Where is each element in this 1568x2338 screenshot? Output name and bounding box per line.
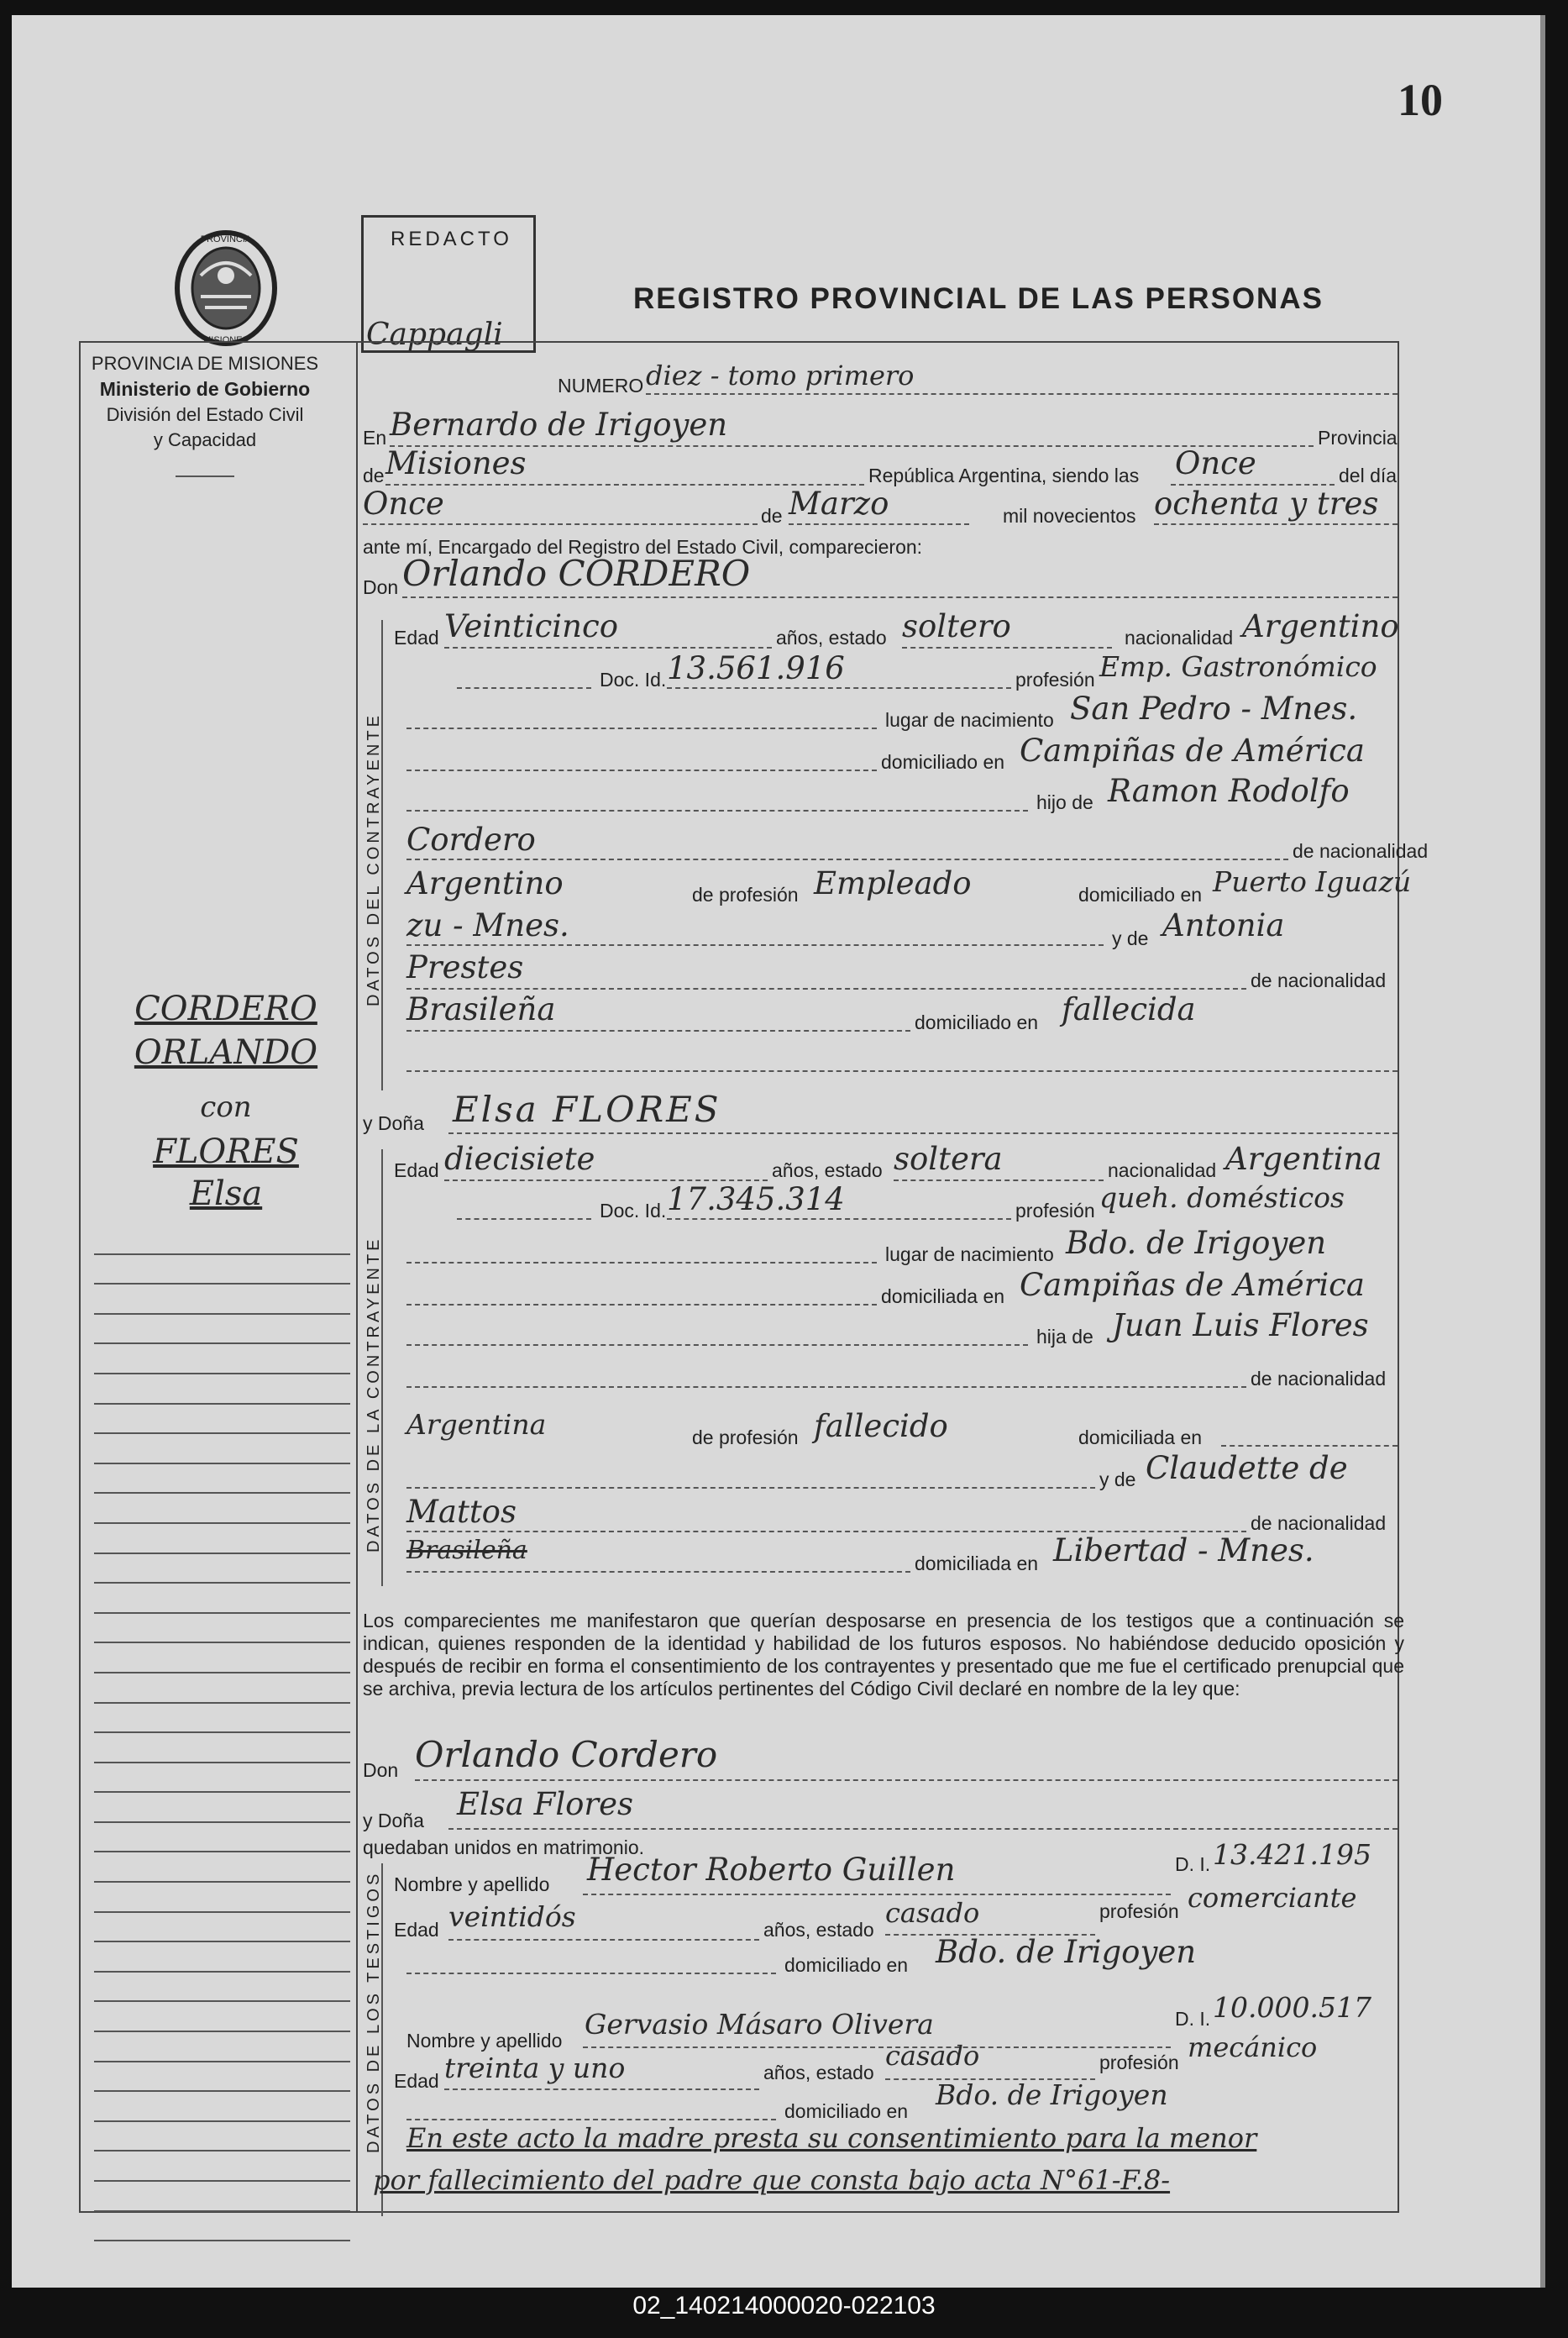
padre-dom-label: domiciliado en <box>1078 884 1203 906</box>
margin-name-1: ORLANDO <box>134 1033 318 1072</box>
don-label: Don <box>363 576 399 598</box>
contrayente-name: Orlando CORDERO <box>402 553 751 594</box>
nac-value-2: Argentina <box>1225 1141 1382 1177</box>
en-label: En <box>363 427 387 449</box>
t1-estado-value: casado <box>885 1897 980 1929</box>
decl-dona-label: y Doña <box>363 1810 424 1831</box>
contrayente-section-label: DATOS DEL CONTRAYENTE <box>364 712 383 1006</box>
madre-name-3: Claudette de <box>1146 1450 1348 1486</box>
de-value: Misiones <box>385 445 527 481</box>
provincia-label: Provincia <box>1318 427 1398 449</box>
padre-name-1: Ramon Rodolfo <box>1108 773 1350 809</box>
prof-value: Emp. Gastronómico <box>1099 650 1377 683</box>
madre-nac-label: de nacionalidad <box>1251 969 1387 991</box>
edad-value-2: diecisiete <box>444 1141 595 1177</box>
t2-di-value: 10.000.517 <box>1213 1991 1371 2024</box>
margin-connector: con <box>200 1090 252 1124</box>
t1-di-value: 13.421.195 <box>1213 1838 1371 1871</box>
nac-value: Argentino <box>1242 608 1399 644</box>
mes-label: de <box>761 505 783 527</box>
t2-nombre-label: Nombre y apellido <box>406 2030 563 2052</box>
testigos-section-label: DATOS DE LOS TESTIGOS <box>364 1870 383 2153</box>
edad-value: Veinticinco <box>444 608 618 644</box>
t1-edad-value: veintidós <box>448 1900 576 1933</box>
t2-prof-label: profesión <box>1099 2052 1179 2073</box>
anos-label: años, estado <box>776 627 887 649</box>
page-title: REGISTRO PROVINCIAL DE LAS PERSONAS <box>633 282 1324 315</box>
dom-label: domiciliado en <box>881 751 1005 773</box>
doc-label: Doc. Id. <box>600 669 667 691</box>
padre-prof-label-2: de profesión <box>692 1426 799 1448</box>
republica-label: República Argentina, siendo las <box>868 465 1140 486</box>
padre-name-3: Juan Luis Flores <box>1112 1307 1369 1343</box>
t1-dom-label: domiciliado en <box>784 1954 909 1976</box>
page-number: 10 <box>1398 75 1443 125</box>
padre-prof-label: de profesión <box>692 884 799 906</box>
t2-edad-value: treinta y uno <box>444 2052 626 2084</box>
doc-label-2: Doc. Id. <box>600 1200 667 1222</box>
note-line-2: por fallecimiento del padre que consta bajo acta N°61-F.8- <box>373 2164 1171 2196</box>
margin-surname-2: FLORES <box>153 1132 299 1171</box>
t2-prof-value: mecánico <box>1188 2031 1318 2063</box>
division-label: División del Estado Civil <box>106 404 304 425</box>
del-dia-label: del día <box>1339 465 1398 486</box>
madre-nac-label-2: de nacionalidad <box>1251 1512 1387 1534</box>
madre-name-2: Prestes <box>406 949 524 985</box>
doc-value-2: 17.345.314 <box>667 1181 845 1217</box>
prof-value-2: queh. domésticos <box>1099 1181 1345 1214</box>
t1-prof-value: comerciante <box>1188 1882 1357 1914</box>
y-de-label: y de <box>1112 927 1149 949</box>
outer-left-border <box>79 341 81 2213</box>
ante-label: ante mí, Encargado del Registro del Estado Civil, comparecieron: <box>363 536 923 558</box>
t1-di-label: D. I. <box>1175 1853 1211 1875</box>
dia-value: Once <box>363 486 444 522</box>
lugar-value: San Pedro - Mnes. <box>1070 691 1358 727</box>
t1-prof-label: profesión <box>1099 1900 1179 1922</box>
dom-value: Campiñas de América <box>1020 733 1365 769</box>
quedaban-label: quedaban unidos en matrimonio. <box>363 1836 645 1858</box>
madre-dom-value: fallecida <box>1062 991 1196 1027</box>
de-label: de <box>363 465 385 486</box>
padre-dom-value: Puerto Iguazú <box>1213 865 1412 898</box>
mil-label: mil novecientos <box>1003 505 1136 527</box>
note-line-1: En este acto la madre presta su consentimiento para la menor <box>406 2122 1257 2154</box>
register-page <box>12 15 1545 2288</box>
numero-value: diez - tomo primero <box>646 360 915 391</box>
nac-label: nacionalidad <box>1125 627 1234 649</box>
nac-label-2: nacionalidad <box>1108 1159 1217 1181</box>
t2-di-label: D. I. <box>1175 2008 1211 2030</box>
image-id-footer: 02_140214000020-022103 <box>632 2292 936 2320</box>
margin-name-2: Elsa <box>189 1174 263 1213</box>
mes-value: Marzo <box>789 486 889 522</box>
seal-top-text: PROVINCIA <box>200 234 252 244</box>
madre-dom-value-2: Libertad - Mnes. <box>1053 1532 1314 1568</box>
decl-don-value: Orlando Cordero <box>415 1734 718 1775</box>
padre-dom-value-2: zu - Mnes. <box>406 907 569 943</box>
edad-label: Edad <box>394 627 439 649</box>
numero-label: NUMERO <box>558 375 644 397</box>
t2-anos-label: años, estado <box>763 2062 874 2083</box>
anio-value: ochenta y tres <box>1154 486 1379 522</box>
madre-nac-value-2: Brasileña <box>406 1536 527 1565</box>
t2-dom-label: domiciliado en <box>784 2100 909 2122</box>
t1-nombre-value: Hector Roberto Guillen <box>587 1852 956 1888</box>
estado-value-2: soltera <box>894 1141 1003 1177</box>
margin-surname-1: CORDERO <box>134 990 317 1028</box>
madre-name-4: Mattos <box>406 1494 517 1530</box>
anos-label-2: años, estado <box>772 1159 883 1181</box>
padre-nac-value-2: Argentina <box>406 1408 547 1441</box>
t1-dom-value: Bdo. de Irigoyen <box>936 1934 1197 1970</box>
padre-nac-label: de nacionalidad <box>1293 840 1429 862</box>
province-seal-icon <box>155 217 297 351</box>
padre-prof-value: Empleado <box>814 865 972 901</box>
lugar-label-2: lugar de nacimiento <box>885 1243 1054 1265</box>
y-de-label-2: y de <box>1099 1468 1136 1490</box>
madre-dom-label-2: domiciliada en <box>915 1553 1039 1574</box>
madre-name-1: Antonia <box>1162 907 1285 943</box>
t1-anos-label: años, estado <box>763 1919 874 1941</box>
hijo-label: hijo de <box>1036 791 1093 813</box>
redacto-label: REDACTO <box>391 228 512 250</box>
decl-don-label: Don <box>363 1759 399 1781</box>
t2-nombre-value: Gervasio Másaro Olivera <box>585 2008 934 2041</box>
declaration-paragraph: Los comparecientes me manifestaron que querían desposarse en presencia de los testigos que a continuación se indican, quienes responden de la identidad y habilidad de los futuros esposos. No habiéndose deducido oposición y después de recibir en forma el consentimiento de los contrayentes y presentado que me fue el certificado prenupcial que se archiva, previa lectura de los artículos pertinentes del Código Civil declaré en nombre de la ley que: <box>363 1610 1404 1700</box>
estado-value: soltero <box>902 608 1011 644</box>
capacity-label: y Capacidad <box>153 429 257 450</box>
doc-value: 13.561.916 <box>667 650 845 686</box>
madre-dom-label: domiciliado en <box>915 1011 1039 1033</box>
dom-label-2: domiciliada en <box>881 1285 1005 1307</box>
header-divider <box>176 475 234 477</box>
padre-nac-label-2: de nacionalidad <box>1251 1368 1387 1390</box>
en-value: Bernardo de Irigoyen <box>390 407 728 443</box>
madre-nac-value: Brasileña <box>406 991 556 1027</box>
lugar-value-2: Bdo. de Irigoyen <box>1066 1225 1327 1261</box>
contrayenta-section-label: DATOS DE LA CONTRAYENTE <box>364 1236 383 1553</box>
top-rule <box>79 341 1399 343</box>
padre-name-2: Cordero <box>406 822 536 858</box>
padre-dom-label-2: domiciliada en <box>1078 1426 1203 1448</box>
padre-prof-value-2: fallecido <box>814 1408 948 1444</box>
t2-estado-value: casado <box>885 2040 980 2072</box>
dom-value-2: Campiñas de América <box>1020 1267 1365 1303</box>
redacto-signature: Cappagli <box>366 318 503 352</box>
margin-ruled-lines <box>94 1225 350 2241</box>
t2-dom-value: Bdo. de Irigoyen <box>936 2078 1168 2111</box>
decl-dona-value: Elsa Flores <box>457 1786 634 1822</box>
contrayenta-name: Elsa FLORES <box>453 1089 721 1130</box>
seal-bottom-text: MISIONES <box>203 335 249 345</box>
t1-edad-label: Edad <box>394 1919 439 1941</box>
t2-edad-label: Edad <box>394 2070 439 2092</box>
edad-label-2: Edad <box>394 1159 439 1181</box>
prof-label-2: profesión <box>1015 1200 1095 1222</box>
dona-label: y Doña <box>363 1112 424 1134</box>
province-label: PROVINCIA DE MISIONES <box>91 353 319 374</box>
hora-value: Once <box>1175 445 1256 481</box>
lugar-label: lugar de nacimiento <box>885 709 1054 731</box>
margin-border <box>356 341 358 2213</box>
hija-label: hija de <box>1036 1326 1093 1348</box>
prof-label: profesión <box>1015 669 1095 691</box>
left-header <box>71 351 339 453</box>
padre-nac-value: Argentino <box>406 865 564 901</box>
t1-nombre-label: Nombre y apellido <box>394 1873 550 1895</box>
ministry-label: Ministerio de Gobierno <box>99 378 311 400</box>
